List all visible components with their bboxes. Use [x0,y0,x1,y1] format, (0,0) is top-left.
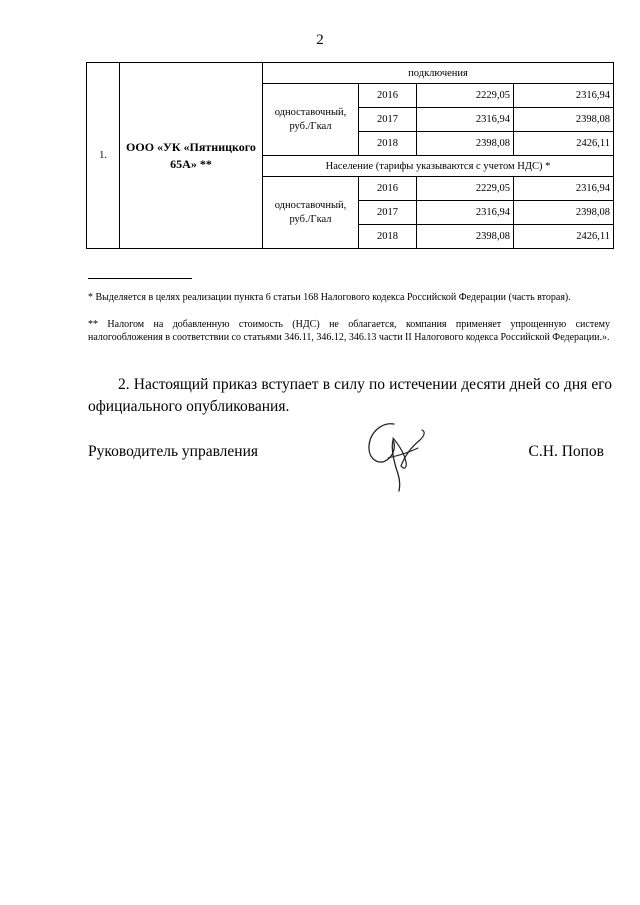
year-cell: 2018 [359,132,417,156]
tariff-table [86,62,614,249]
value-cell: 2316,94 [417,108,514,132]
year-cell: 2017 [359,108,417,132]
organization-cell: ООО «УК «Пятницкого 65А» ** [120,63,263,249]
value-cell: 2398,08 [514,108,614,132]
section-header: подключения [263,63,614,84]
value-cell: 2426,11 [514,225,614,249]
footnote-vat: * Выделяется в целях реализации пункта 6 статьи 168 Налогового кодекса Российской Федерации (часть вторая). [88,292,571,303]
handwritten-signature [360,418,430,492]
footnote-divider [88,278,192,279]
footnote-no-vat: ** Налогом на добавленную стоимость (НДС) не облагается, компания применяет упрощенную систему налогообложения в соответствии со статьями 346.11, 346.12, 346.13 части II Налогового кодекса Российской Федерации.». [88,319,610,343]
year-cell: 2016 [359,84,417,108]
value-cell: 2229,05 [417,177,514,201]
value-cell: 2316,94 [514,177,614,201]
effective-date-paragraph: 2. Настоящий приказ вступает в силу по истечении десяти дней со дня его официального опубликования. [88,376,612,415]
year-cell: 2016 [359,177,417,201]
table-row [87,63,614,84]
value-cell: 2398,08 [417,132,514,156]
page-number: 2 [316,32,324,48]
year-cell: 2018 [359,225,417,249]
unit-cell: одноставочный, руб./Гкал [263,84,359,156]
signatory-name: С.Н. Попов [528,443,604,460]
value-cell: 2316,94 [514,84,614,108]
unit-cell: одноставочный, руб./Гкал [263,177,359,249]
row-number-cell: 1. [87,63,120,249]
value-cell: 2316,94 [417,201,514,225]
value-cell: 2229,05 [417,84,514,108]
value-cell: 2398,08 [417,225,514,249]
signatory-title: Руководитель управления [88,443,259,460]
value-cell: 2426,11 [514,132,614,156]
year-cell: 2017 [359,201,417,225]
value-cell: 2398,08 [514,201,614,225]
section-header: Население (тарифы указываются с учетом НДС) * [263,156,614,177]
